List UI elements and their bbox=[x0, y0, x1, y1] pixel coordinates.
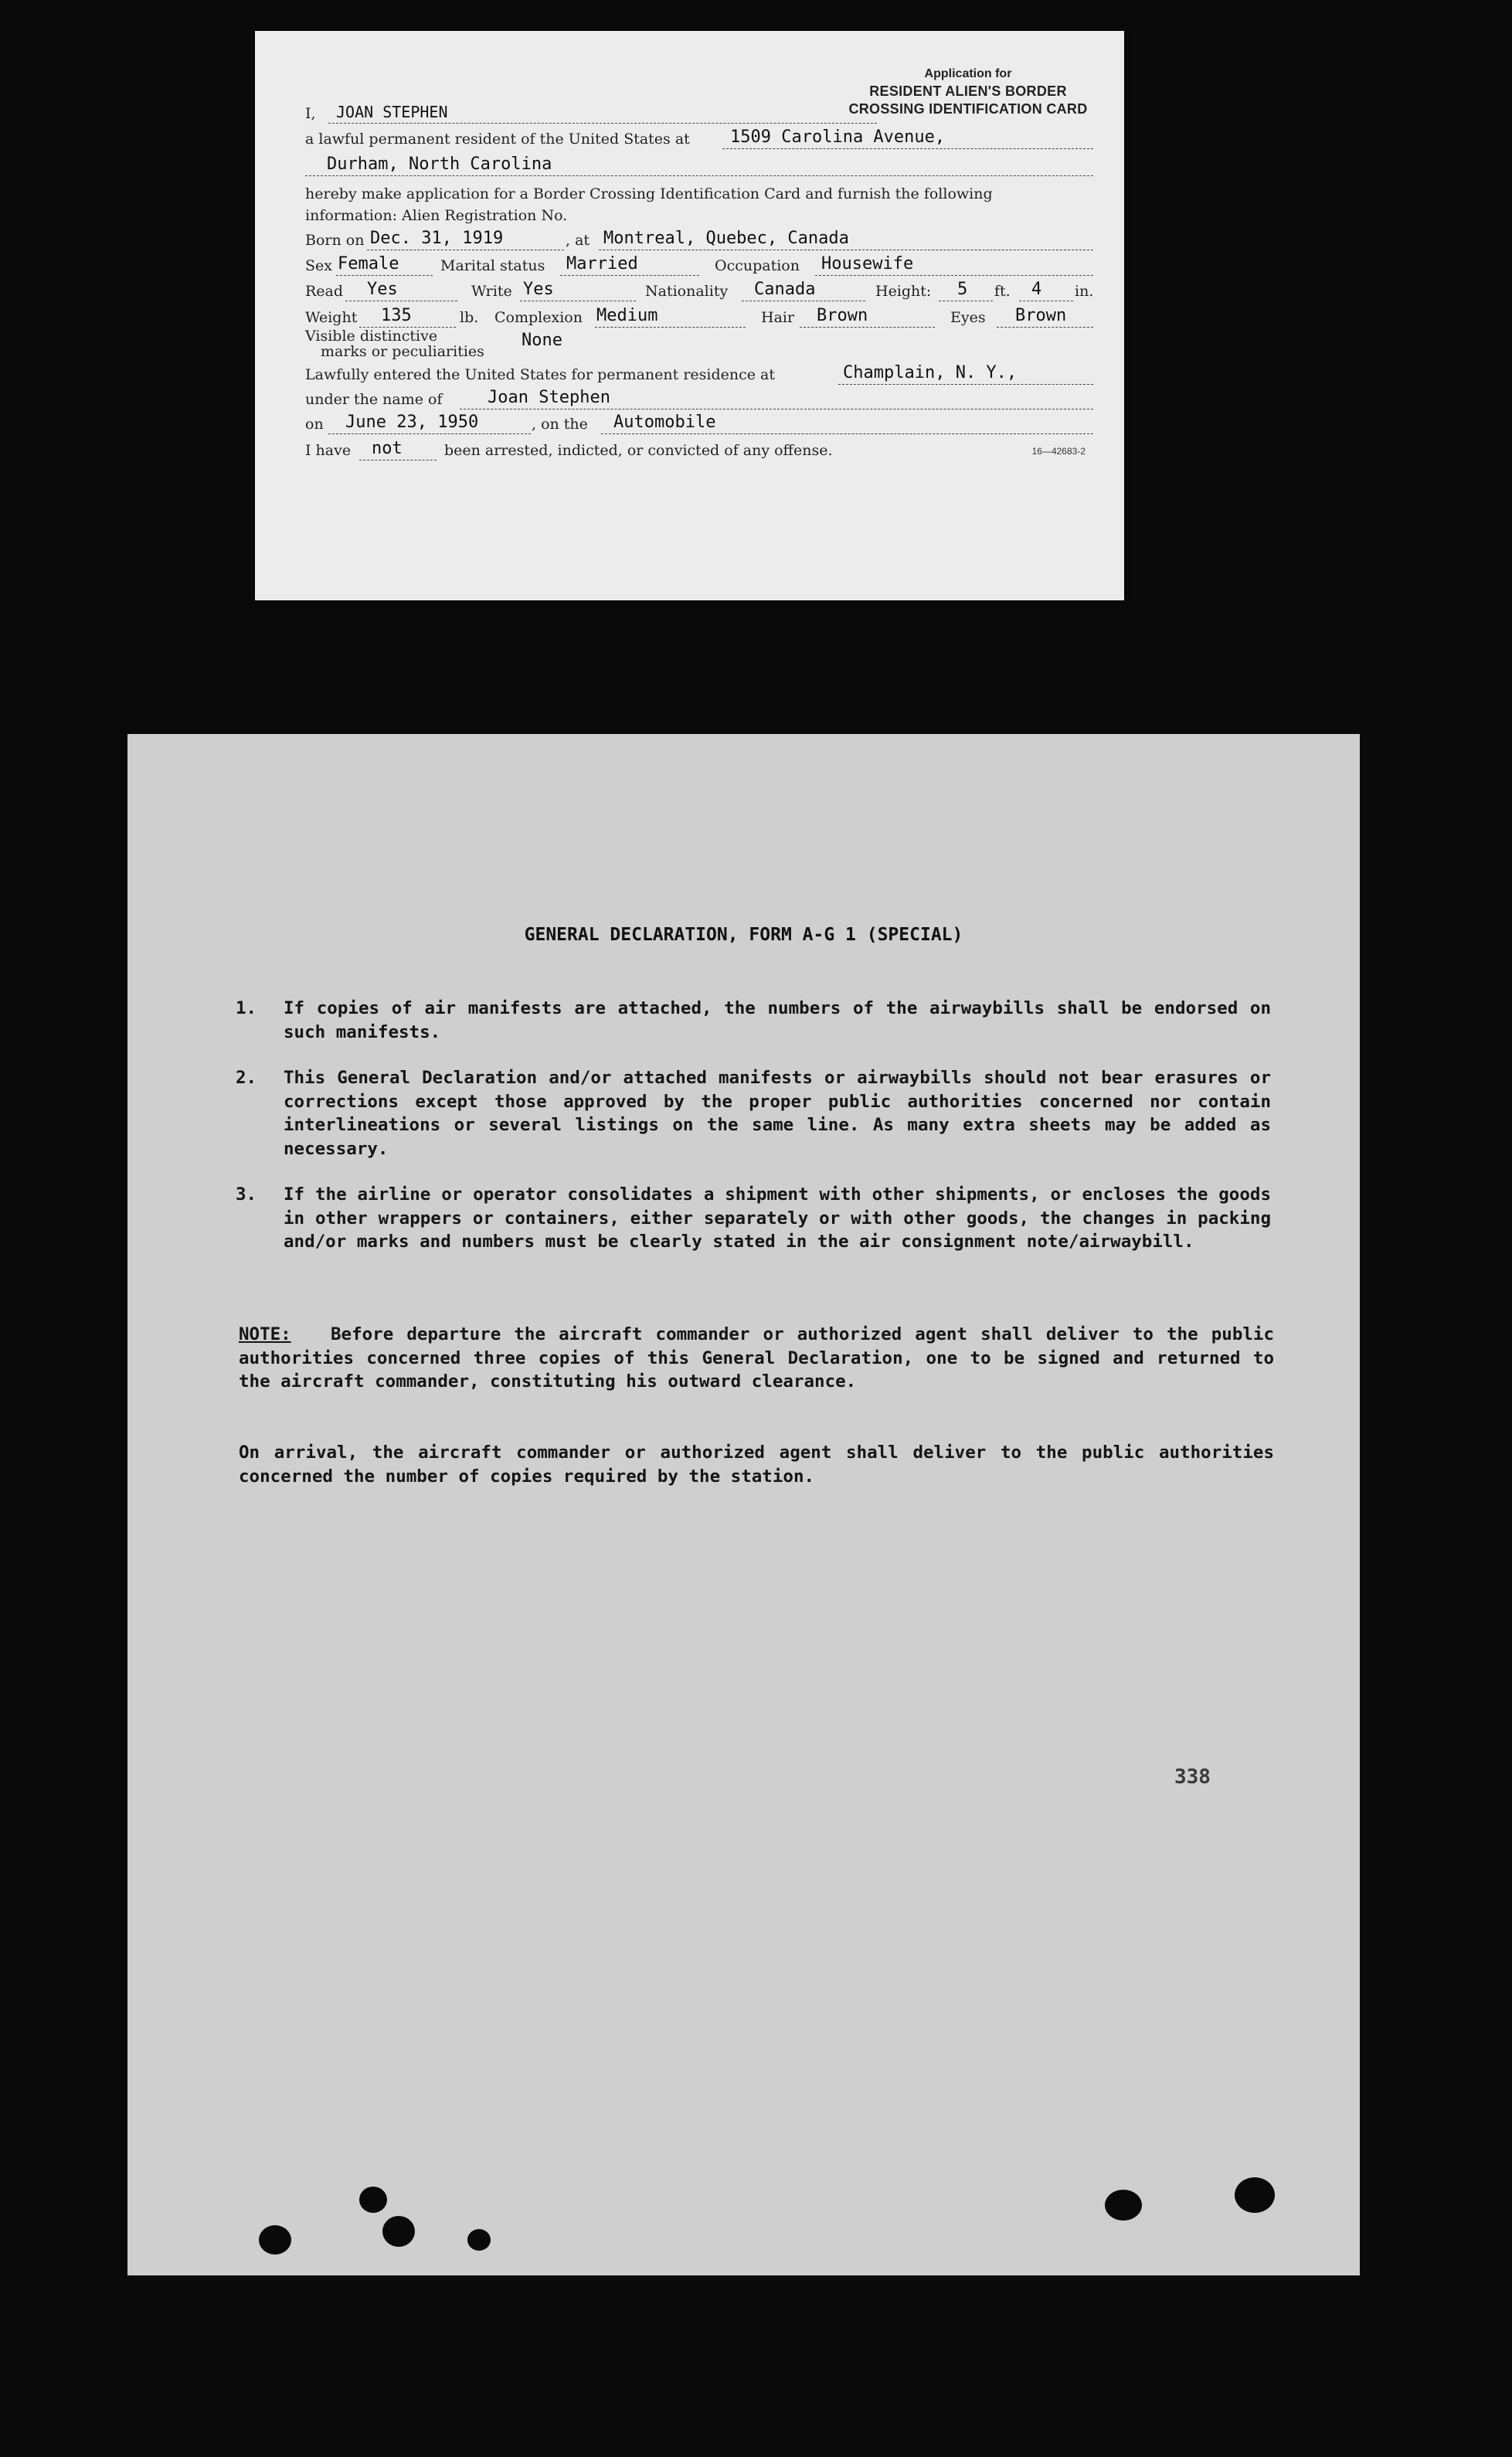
in-label: in. bbox=[1075, 283, 1094, 300]
write-label: Write bbox=[471, 283, 512, 300]
name-of-label: under the name of bbox=[305, 391, 443, 408]
item-number: 1. bbox=[236, 998, 257, 1018]
general-declaration-page bbox=[127, 734, 1360, 2275]
damage-hole bbox=[467, 2229, 491, 2251]
note-text: Before departure the aircraft commander or authorized agent shall deliver to the public authorities concerned three copies of this General Declaration, one to be signed and returned to the aircraft commander, constituting his outward clearance. bbox=[239, 1324, 1275, 1392]
entered-line bbox=[305, 363, 1093, 388]
info-label: information: Alien Registration No. bbox=[305, 207, 568, 224]
item-text: If the airline or operator consolidates a shipment with other shipments, or encloses the goods in other wrappers or containers, either separately or with other goods, the changes in packing and/or marks and numbers must be clearly stated in the air consignment note/airwaybill. bbox=[284, 1184, 1271, 1252]
weight-label: Weight bbox=[305, 309, 358, 326]
read-label: Read bbox=[305, 283, 344, 300]
marital-label: Marital status bbox=[440, 257, 545, 274]
nationality-label: Nationality bbox=[645, 283, 729, 300]
on-label: on bbox=[305, 416, 324, 433]
sex-label: Sex bbox=[305, 257, 332, 274]
entered-date-line bbox=[305, 413, 1093, 437]
card-header-line1: Application for bbox=[924, 67, 1012, 80]
note-label: NOTE: bbox=[239, 1324, 291, 1344]
card-header-line2: RESIDENT ALIEN'S BORDER bbox=[869, 83, 1067, 99]
entered-port: Champlain, N. Y., bbox=[838, 362, 1093, 385]
complexion-value: Medium bbox=[595, 304, 746, 328]
ft-label: ft. bbox=[994, 283, 1011, 300]
resident-label: a lawful permanent resident of the United States at bbox=[305, 131, 690, 148]
occupation-label: Occupation bbox=[715, 257, 800, 274]
declaration-item bbox=[236, 997, 1271, 1044]
info-line bbox=[305, 204, 1093, 229]
damage-hole bbox=[359, 2187, 387, 2213]
height-inches: 4 bbox=[1019, 278, 1073, 301]
item-text: If copies of air manifests are attached, the numbers of the airwaybills shall be endorsed on such manifests. bbox=[284, 998, 1271, 1042]
entered-name: Joan Stephen bbox=[460, 386, 1093, 410]
arrest-text: been arrested, indicted, or convicted of any offense. bbox=[444, 442, 833, 459]
nationality-value: Canada bbox=[742, 278, 865, 301]
i-label: I, bbox=[305, 105, 316, 122]
item-number: 2. bbox=[236, 1068, 257, 1088]
resident-line bbox=[305, 127, 1093, 152]
on-the-label: , on the bbox=[532, 416, 588, 433]
marks-label2: marks or peculiarities bbox=[321, 343, 484, 360]
write-value: Yes bbox=[520, 278, 636, 301]
form-number: 16—42683-2 bbox=[1031, 446, 1086, 457]
birth-date: Dec. 31, 1919 bbox=[367, 227, 564, 250]
hair-value: Brown bbox=[800, 304, 935, 328]
sex-line bbox=[305, 254, 1093, 279]
entered-conveyance: Automobile bbox=[601, 411, 1093, 434]
hair-label: Hair bbox=[761, 309, 795, 326]
sex-value: Female bbox=[336, 253, 433, 276]
damage-hole bbox=[1235, 2177, 1275, 2213]
eyes-value: Brown bbox=[997, 304, 1093, 328]
eyes-label: Eyes bbox=[950, 309, 986, 326]
address-line1: 1509 Carolina Avenue, bbox=[722, 126, 1093, 149]
marital-value: Married bbox=[560, 253, 699, 276]
damage-hole bbox=[1105, 2190, 1142, 2221]
complexion-label: Complexion bbox=[494, 309, 583, 326]
at-label: , at bbox=[566, 232, 590, 249]
note-paragraph bbox=[239, 1323, 1274, 1394]
lb-label: lb. bbox=[460, 309, 479, 326]
page-stamp: 338 bbox=[1174, 1765, 1211, 1789]
birth-place: Montreal, Quebec, Canada bbox=[599, 227, 1093, 250]
arrest-line bbox=[305, 439, 923, 464]
item-number: 3. bbox=[236, 1184, 257, 1205]
birth-line bbox=[305, 229, 1093, 253]
arrival-paragraph bbox=[239, 1441, 1274, 1488]
declaration-item bbox=[236, 1066, 1271, 1161]
declaration-title: GENERAL DECLARATION, FORM A-G 1 (SPECIAL) bbox=[524, 925, 963, 945]
declaration-item bbox=[236, 1183, 1271, 1254]
damage-hole bbox=[259, 2225, 291, 2255]
name-line bbox=[305, 102, 1093, 127]
height-feet: 5 bbox=[939, 278, 993, 301]
item-text: This General Declaration and/or attached manifests or airwaybills should not bear erasures or corrections except those approved by the proper public authorities concerned nor contain interlineations or several listings on the same line. As many extra sheets may be added as necessary. bbox=[284, 1068, 1271, 1159]
born-on-label: Born on bbox=[305, 232, 365, 249]
height-label: Height: bbox=[875, 283, 932, 300]
entered-name-line bbox=[305, 388, 1093, 413]
application-text: hereby make application for a Border Crossing Identification Card and furnish the following bbox=[305, 185, 993, 202]
entered-label: Lawfully entered the United States for permanent residence at bbox=[305, 366, 776, 383]
applicant-name: JOAN STEPHEN bbox=[328, 100, 877, 124]
have-label: I have bbox=[305, 442, 352, 459]
read-value: Yes bbox=[345, 278, 457, 301]
read-write-line bbox=[305, 280, 1093, 304]
occupation-value: Housewife bbox=[815, 253, 1093, 276]
damage-hole bbox=[382, 2216, 415, 2247]
address-line2: Durham, North Carolina bbox=[305, 153, 1093, 176]
have-value: not bbox=[359, 437, 437, 460]
weight-value: 135 bbox=[359, 304, 456, 328]
arrival-text: On arrival, the aircraft commander or authorized agent shall deliver to the public authorities concerned the number of copies required by the station. bbox=[239, 1443, 1274, 1487]
entered-date: June 23, 1950 bbox=[328, 411, 531, 434]
address-line bbox=[305, 155, 1093, 179]
border-crossing-application-card bbox=[255, 31, 1124, 600]
marks-label1: Visible distinctive bbox=[305, 328, 438, 345]
marks-value: None bbox=[522, 331, 562, 350]
card-header-line3: CROSSING IDENTIFICATION CARD bbox=[848, 101, 1088, 117]
